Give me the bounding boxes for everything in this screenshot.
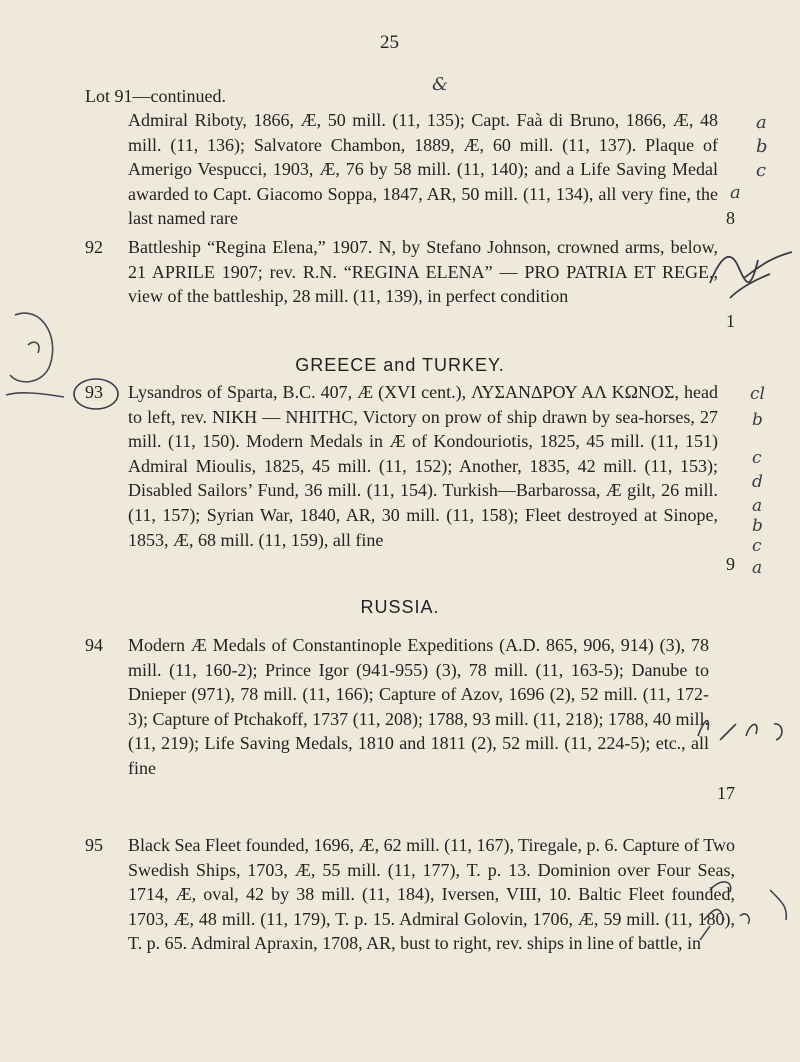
handwritten-note: b	[756, 136, 768, 157]
handwritten-note: d	[752, 472, 763, 492]
handwritten-note: a	[752, 558, 763, 578]
lot-quantity: 9	[726, 554, 735, 574]
handwritten-note-top: &	[432, 74, 449, 95]
lot-description	[128, 108, 735, 231]
pencil-signature-icon	[690, 700, 800, 750]
lot-header: Lot 91—continued.	[85, 86, 226, 106]
lot-quantity: 17	[717, 783, 735, 803]
section-heading-greece: GREECE and TURKEY.	[295, 355, 505, 375]
handwritten-note: c	[752, 536, 762, 556]
pencil-signature-icon	[690, 860, 800, 950]
handwritten-note: c	[752, 448, 762, 468]
lot-entry	[85, 380, 735, 577]
lot-entry	[85, 108, 735, 231]
lot-text: Lysandros of Sparta, B.C. 407, Æ (XVI cent.), ΛΥΣΑΝΔΡΟΥ ΑΛ ΚΩΝΟΣ, head to left, rev. NIKH — NHITHC, Victory on prow of ship drawn by sea-horses, 27 mill. (11, 150). Modern Medals in Æ of Kondouriotis, 1825, 45 mill. (11, 151) Admiral Mioulis, 1825, 45 mill. (11, 152); Another, 1835, 42 mill. (11, 153); Disabled Sailors’ Fund, 36 mill. (11, 154). Turkish—Barbarossa, Æ gilt, 26 mill. (11, 157); Syrian War, 1840, AR, 30 mill. (11, 158); Fleet destroyed at Sinope, 1853, Æ, 68 mill. (11, 159), all fine	[128, 382, 718, 550]
lot-number: 95	[85, 835, 103, 855]
lot-entry	[85, 235, 735, 334]
lot-quantity: 8	[726, 208, 735, 228]
lot-text: Battleship “Regina Elena,” 1907. N, by Stefano Johnson, crowned arms, below, 21 APRILE 1907; rev. R.N. “REGINA ELENA” — PRO PATRIA ET REGE., view of the battleship, 28 mill. (11, 139), in perfect condition	[128, 237, 718, 307]
handwritten-note: a	[730, 182, 741, 203]
circle-mark-icon	[70, 374, 122, 414]
lot-entry	[85, 833, 735, 956]
page-number: 25	[380, 32, 399, 53]
section-heading-russia: RUSSIA.	[360, 597, 440, 617]
lot-description	[128, 235, 735, 331]
lot-text: Modern Æ Medals of Constantinople Expeditions (A.D. 865, 906, 914) (3), 78 mill. (11, 160-2); Prince Igor (941-955) (3), 78 mill. (11, 163-5); Danube to Dnieper (971), 78 mill. (11, 166); Capture of Azov, 1696 (2), 52 mill. (11, 172-3); Capture of Ptchakoff, 1737 (11, 208); 1788, 93 mill. (11, 218); 1788, 40 mill. (11, 219); Life Saving Medals, 1810 and 1811 (2), 52 mill. (11, 224-5); etc., all fine	[128, 635, 709, 778]
lot-quantity: 1	[726, 311, 735, 331]
lot-description	[128, 633, 735, 803]
handwritten-note: a	[752, 496, 763, 516]
lot-text: Admiral Riboty, 1866, Æ, 50 mill. (11, 135); Capt. Faà di Bruno, 1866, Æ, 48 mill. (11, 136); Salvatore Chambon, 1889, Æ, 60 mill. (11, 137). Plaque of Amerigo Vespucci, 1903, Æ, 76 by 58 mill. (11, 140); and a Life Saving Medal awarded to Capt. Giacomo Soppa, 1847, AR, 50 mill. (11, 134), all very fine, the last named rare	[128, 110, 718, 229]
handwritten-note: a	[756, 112, 767, 133]
lot-entry	[85, 633, 735, 806]
handwritten-note: b	[752, 410, 763, 430]
handwritten-note: b	[752, 516, 763, 536]
pencil-signature-icon	[700, 238, 800, 308]
margin-doodle-icon	[0, 295, 80, 405]
lot-text: Black Sea Fleet founded, 1696, Æ, 62 mill. (11, 167), Tiregale, p. 6. Capture of Two Swedish Ships, 1703, Æ, 55 mill. (11, 177), T. p. 13. Dominion over Four Seas, 1714, Æ, oval, 42 by 38 mill. (11, 184), Iversen, VIII, 10. Baltic Fleet founded, 1703, Æ, 48 mill. (11, 179), T. p. 15. Admiral Golovin, 1706, Æ, 59 mill. (11, 180), T. p. 65. Admiral Apraxin, 1708, AR, bust to right, rev. ships in line of battle, in	[128, 835, 735, 954]
lot-number: 94	[85, 635, 103, 655]
lot-description	[128, 833, 735, 956]
lot-number: 92	[85, 237, 103, 257]
lot-description	[128, 380, 735, 574]
lot-number: 93	[85, 382, 103, 402]
handwritten-note: c	[756, 160, 767, 181]
handwritten-note: cl	[750, 384, 765, 404]
